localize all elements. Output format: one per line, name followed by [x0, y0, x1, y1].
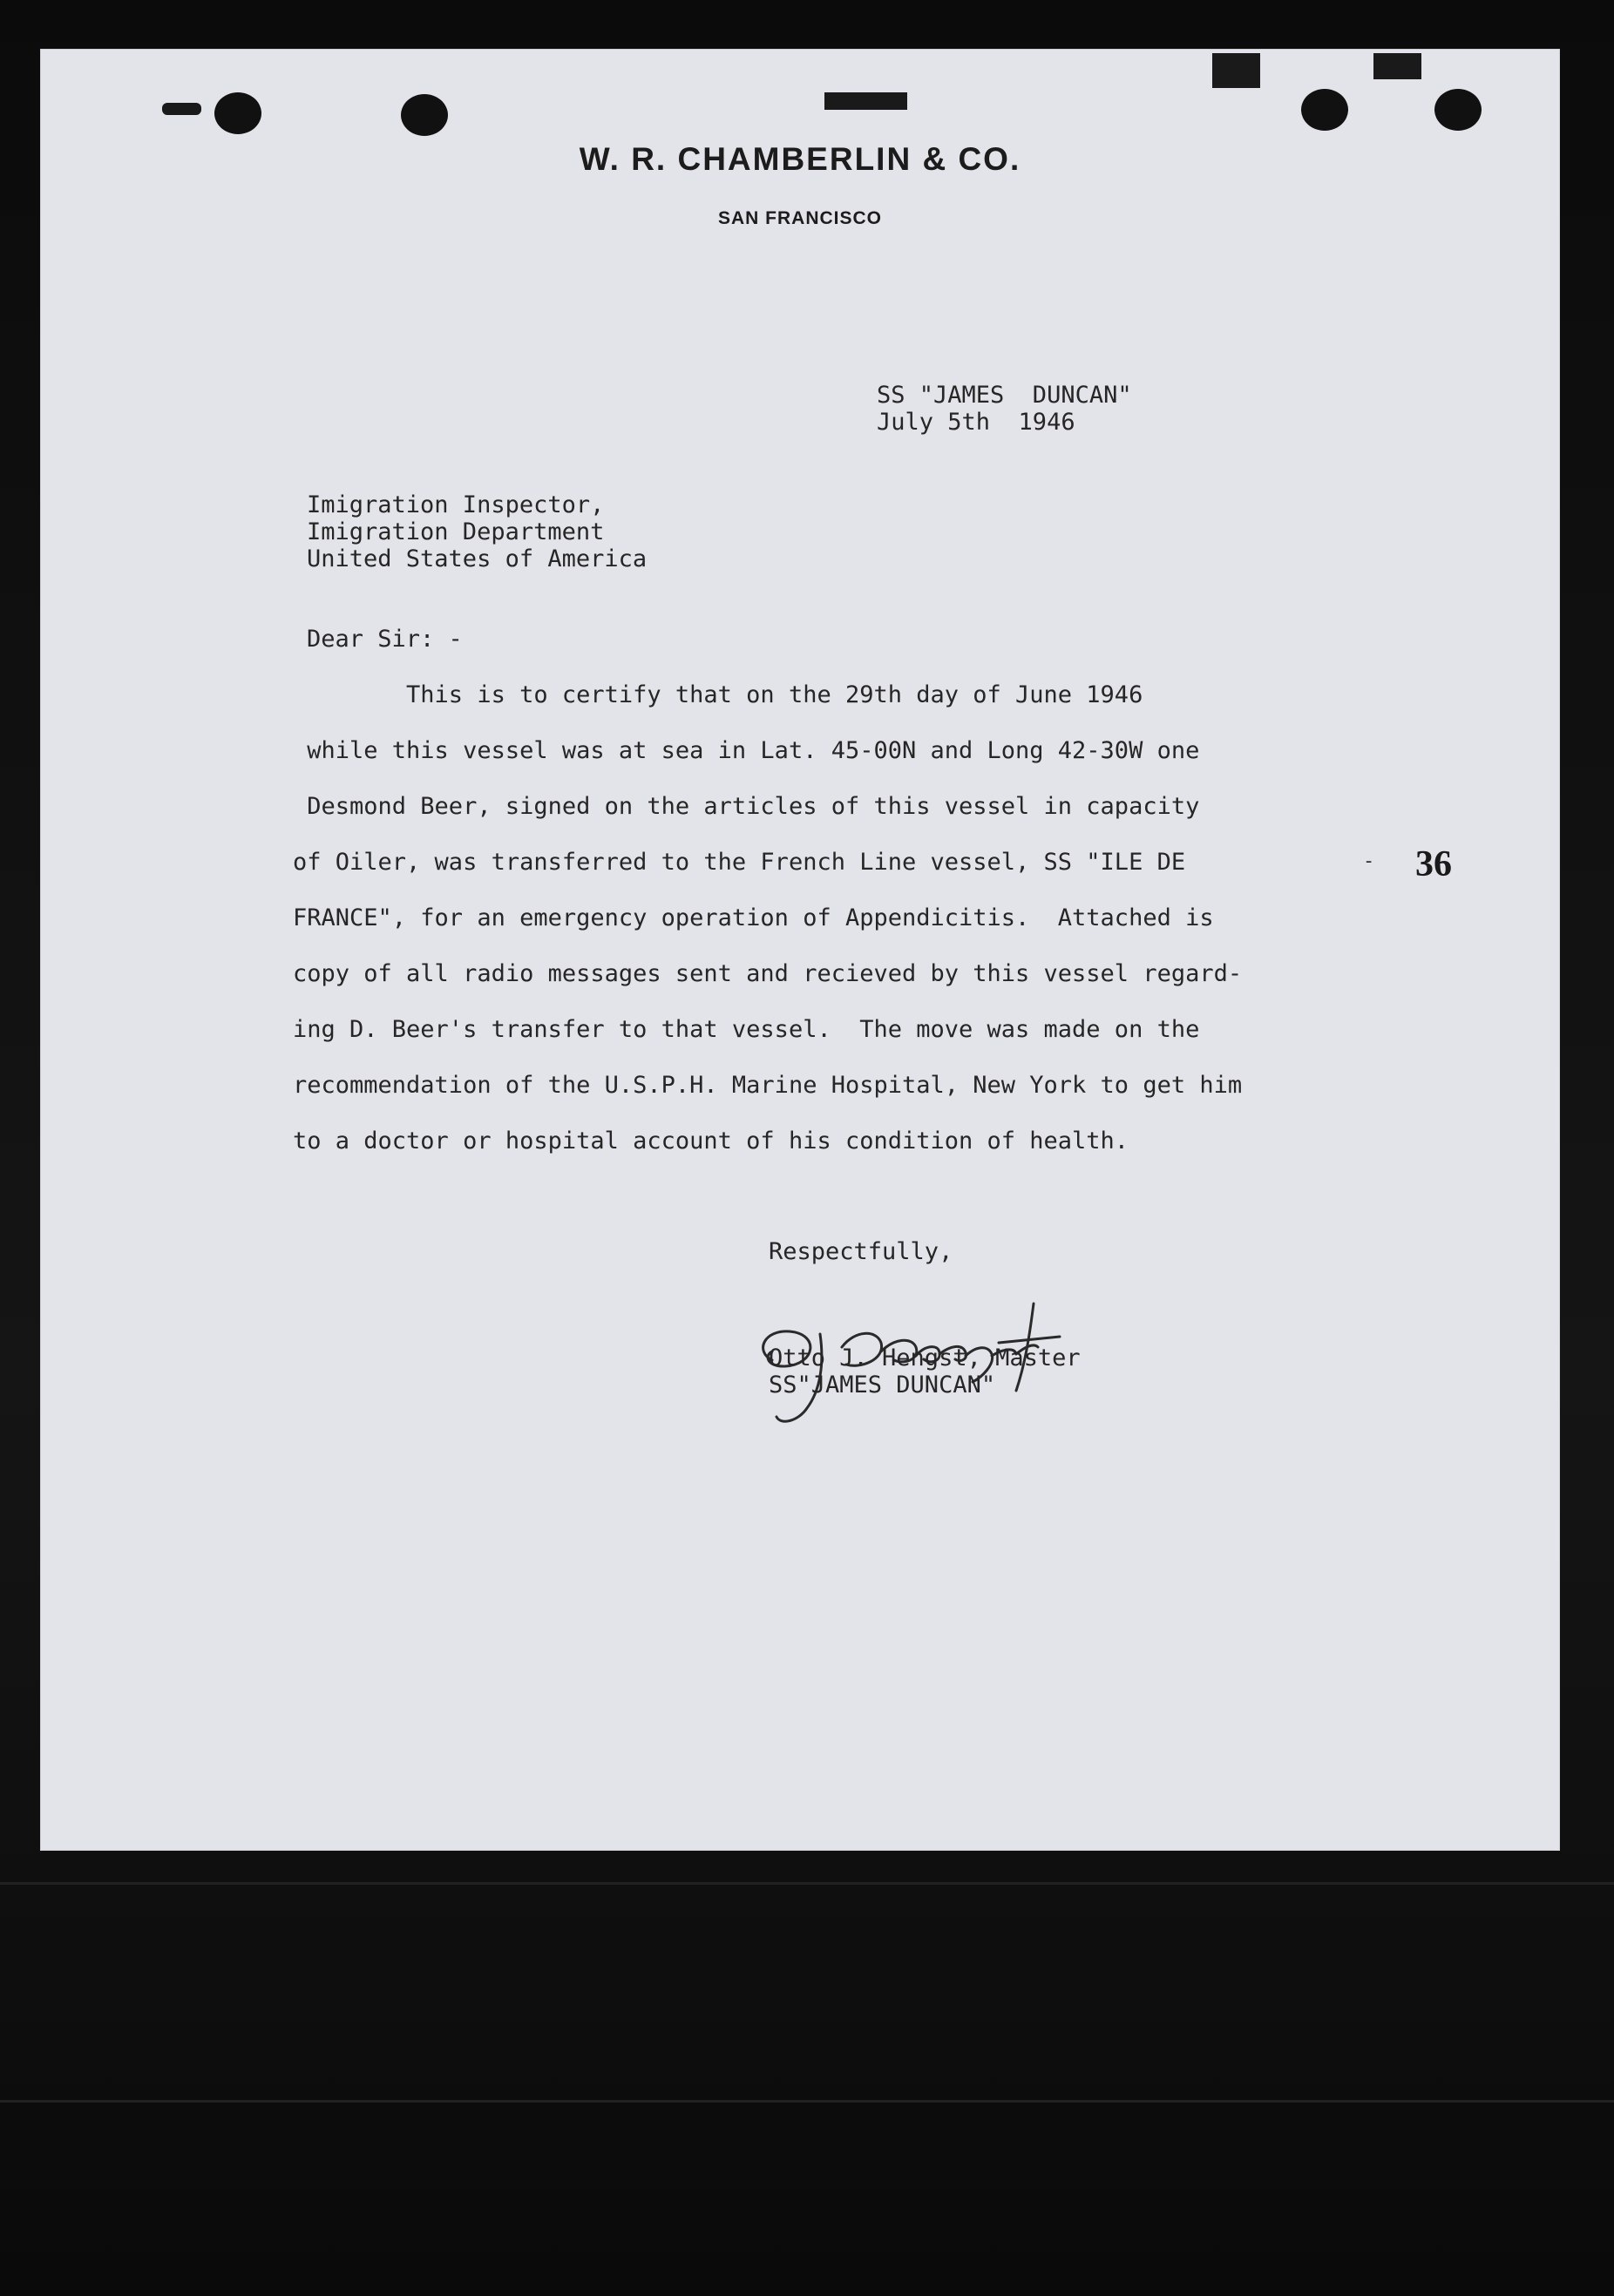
scan-artifact-line	[0, 2100, 1614, 2103]
signature-name-line: Otto J. Hengst, Master	[769, 1344, 1081, 1372]
punch-hole	[401, 94, 448, 136]
dateline-vessel: SS "JAMES DUNCAN"	[877, 382, 1132, 409]
punch-hole	[1434, 89, 1482, 131]
body-line: of Oiler, was transferred to the French Line vessel, SS "ILE DE	[293, 849, 1186, 876]
recipient-line: Imigration Inspector,	[307, 491, 605, 518]
body-line: to a doctor or hospital account of his condition of health.	[293, 1128, 1129, 1155]
body-line: while this vessel was at sea in Lat. 45-00N and Long 42-30W one	[293, 737, 1200, 764]
ink-smudge	[824, 92, 907, 110]
margin-mark: -	[1363, 850, 1375, 872]
scan-artifact-line	[0, 1882, 1614, 1885]
body-line: recommendation of the U.S.P.H. Marine Hospital, New York to get him	[293, 1072, 1243, 1099]
dateline-date: July 5th 1946	[877, 409, 1075, 436]
ink-smudge	[162, 103, 201, 115]
body-line: Desmond Beer, signed on the articles of this vessel in capacity	[293, 793, 1200, 820]
body-line: ing D. Beer's transfer to that vessel. The move was made on the	[293, 1016, 1200, 1043]
body-line: FRANCE", for an emergency operation of Appendicitis. Attached is	[293, 904, 1214, 931]
recipient-line: Imigration Department	[307, 518, 605, 545]
punch-hole	[214, 92, 261, 134]
letterhead-city: SAN FRANCISCO	[717, 208, 882, 228]
letter-page	[40, 49, 1560, 1851]
ink-smudge	[1212, 53, 1260, 88]
letterhead-company: W. R. CHAMBERLIN & CO.	[579, 141, 1021, 177]
ink-smudge	[1373, 53, 1421, 79]
body-line: This is to certify that on the 29th day of June 1946	[293, 681, 1143, 708]
closing: Respectfully,	[769, 1238, 953, 1265]
signature-vessel-line: SS"JAMES DUNCAN"	[769, 1372, 996, 1399]
body-line: copy of all radio messages sent and recieved by this vessel regard-	[293, 960, 1243, 987]
punch-hole	[1301, 89, 1348, 131]
recipient-line: United States of America	[307, 545, 648, 572]
margin-page-number: 36	[1415, 844, 1452, 884]
salutation: Dear Sir: -	[307, 626, 463, 653]
